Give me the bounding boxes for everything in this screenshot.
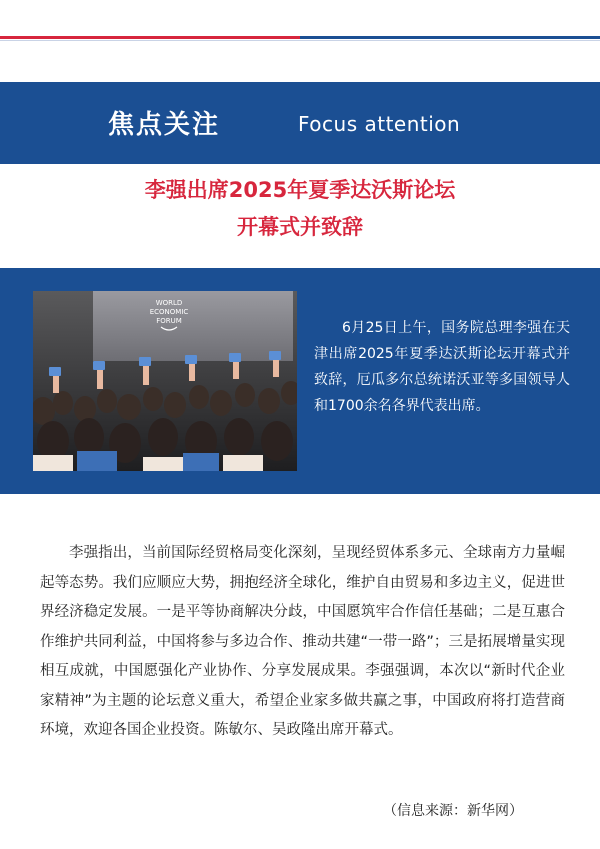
stage-screen — [93, 291, 293, 361]
top-accent-bar-red — [0, 36, 300, 39]
event-photo-illustration — [33, 291, 297, 471]
feature-band — [0, 268, 600, 494]
screen-text-1: WORLD — [155, 299, 183, 307]
event-photo — [33, 291, 297, 471]
top-accent-bar-blue — [300, 36, 600, 39]
body-paragraph: 李强指出，当前国际经贸格局变化深刻，呈现经贸体系多元、全球南方力量崛起等态势。我们应顺应大势，拥抱经济全球化，维护自由贸易和多边主义，促进世界经济稳定发展。一是平等协商解决分歧，中国愿筑牢合作信任基础；二是互惠合作维护共同利益，中国将参与多边合作、推动共建“一带一路”；三是拓展增量实现相互成就，中国愿强化产业协作、分享发展成果。李强强调，本次以“新时代企业家精神”为主题的论坛意义重大，希望企业家多做共赢之事，中国政府将打造营商环境，欢迎各国企业投资。陈敏尔、吴政隆出席开幕式。 — [40, 545, 565, 738]
section-title-cn: 焦点关注 — [108, 110, 221, 140]
screen-text-2: ECONOMIC — [149, 308, 189, 316]
section-header-band — [0, 82, 600, 164]
lede-text: 6月25日上午，国务院总理李强在天津出席2025年夏季达沃斯论坛开幕式并致辞，厄瓜多尔总统诺沃亚等多国领导人和1700余名各界代表出席。 — [314, 320, 570, 414]
source-credit: （信息来源：新华网） — [383, 803, 523, 819]
top-divider-line — [0, 40, 600, 41]
headline-line-2: 开幕式并致辞 — [237, 215, 363, 239]
headline-line-1: 李强出席2025年夏季达沃斯论坛 — [144, 178, 456, 202]
section-title-en: Focus attention — [298, 112, 461, 136]
article-body — [40, 539, 565, 746]
article-headline — [0, 172, 600, 246]
lede-paragraph — [314, 315, 570, 419]
screen-text-3: FORUM — [156, 317, 182, 325]
